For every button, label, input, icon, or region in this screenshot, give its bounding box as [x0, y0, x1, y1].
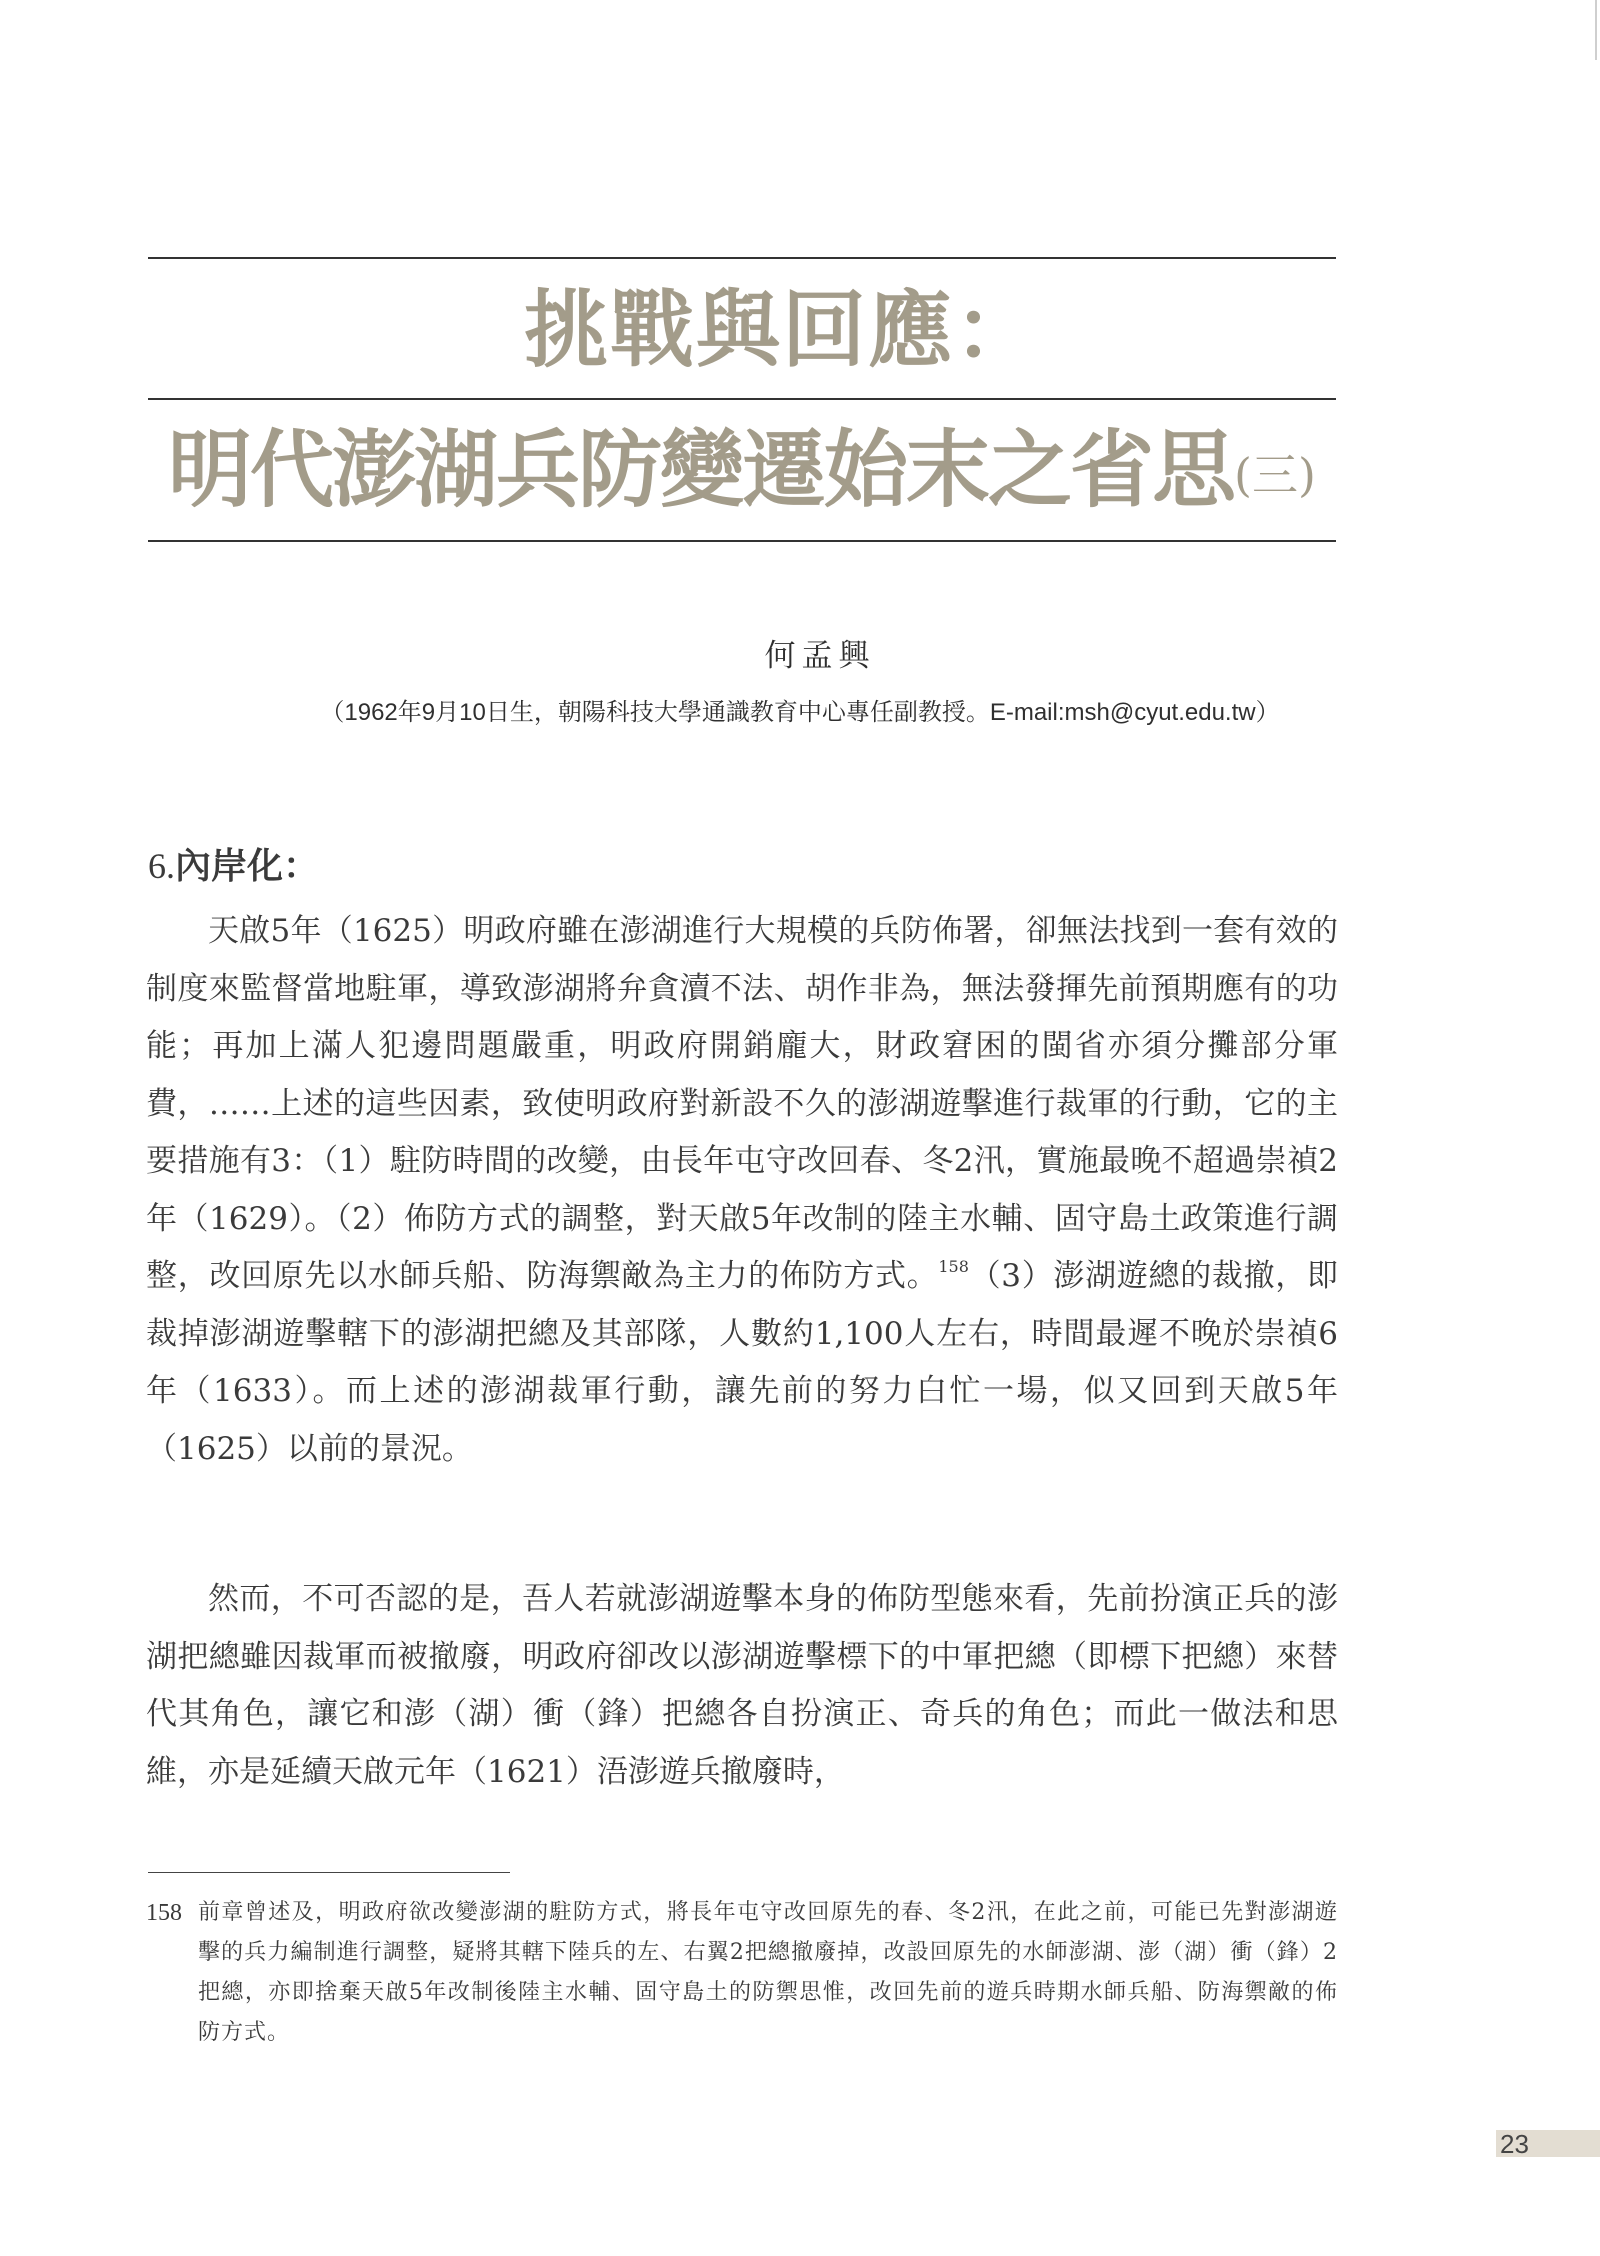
author-name: 何孟興: [764, 638, 876, 674]
footnote-text: 前章曾述及，明政府欲改變澎湖的駐防方式，將長年屯守改回原先的春、冬2汛，在此之前，可能已先對澎湖遊擊的兵力編制進行調整，疑將其轄下陸兵的左、右翼2把總撤廢掉，改設回原先的水師澎湖、澎（湖）衝（鋒）2把總，亦即捨棄天啟5年改制後陸主水輔、固守島土的防禦思惟，改回先前的遊兵時期水師兵船、防海禦敵的佈防方式。: [198, 1900, 1338, 2045]
section-heading-text: 內岸化：: [175, 846, 320, 887]
page-number-tab: [1496, 2130, 1600, 2157]
page-number: 23: [1500, 2129, 1529, 2159]
paragraph-text: 然而，不可否認的是，吾人若就澎湖遊擊本身的佈防型態來看，先前扮演正兵的澎湖把總雖因裁軍而被撤廢，明政府卻改以澎湖遊擊標下的中軍把總（即標下把總）來替代其角色，讓它和澎（湖）衝（鋒）把總各自扮演正、奇兵的角色；而此一做法和思維，亦是延續天啟元年（1621）浯澎遊兵撤廢時，: [146, 1581, 1338, 1790]
section-heading: [148, 838, 319, 889]
footnote-separator: [148, 1872, 510, 1873]
body-paragraph-2: [146, 1571, 1338, 1801]
scan-edge-mark: [1595, 0, 1597, 60]
footnote: [146, 1893, 1338, 2053]
article-title-line-2: [148, 420, 1336, 525]
title-main-text: 挑戰與回應：: [523, 280, 1040, 379]
body-paragraph-1: [146, 903, 1338, 1478]
footnote-reference[interactable]: 158: [938, 1257, 969, 1276]
footnote-number: 158: [146, 1900, 182, 1926]
section-number: 6.: [148, 846, 175, 886]
title-subtitle-text: 明代澎湖兵防變遷始末之省思: [168, 420, 1235, 519]
title-rule-middle: [148, 398, 1336, 400]
author-affiliation: （1962年9月10日生，朝陽科技大學通識教育中心專任副教授。E-mail:msh@cyut.edu.tw）: [320, 699, 1280, 726]
paragraph-text: 天啟5年（1625）明政府雖在澎湖進行大規模的兵防佈署，卻無法找到一套有效的制度來監督當地駐軍，導致澎湖將弁貪瀆不法、胡作非為，無法發揮先前預期應有的功能；再加上滿人犯邊問題嚴重，明政府開銷龐大，財政窘困的閩省亦須分攤部分軍費，……上述的這些因素，致使明政府對新設不久的澎湖遊擊進行裁軍的行動，它的主要措施有3：（1）駐防時間的改變，由長年屯守改回春、冬2汛，實施最晚不超過崇禎2年（1629）。（2）佈防方式的調整，對天啟5年改制的陸主水輔、固守島土政策進行調整，改回原先以水師兵船、防海禦敵為主力的佈防方式。: [146, 913, 1338, 1294]
title-part-number: (三): [1234, 448, 1316, 502]
title-rule-bottom: [148, 540, 1336, 542]
article-title-line-1: [148, 280, 1376, 380]
title-rule-top: [148, 257, 1336, 259]
paragraph-text: （3）澎湖遊總的裁撤，即裁掉澎湖遊擊轄下的澎湖把總及其部隊，人數約1,100人左右，時間最遲不晚於崇禎6年（1633）。而上述的澎湖裁軍行動，讓先前的努力白忙一場，似又回到天啟5年（1625）以前的景況。: [146, 1258, 1338, 1467]
